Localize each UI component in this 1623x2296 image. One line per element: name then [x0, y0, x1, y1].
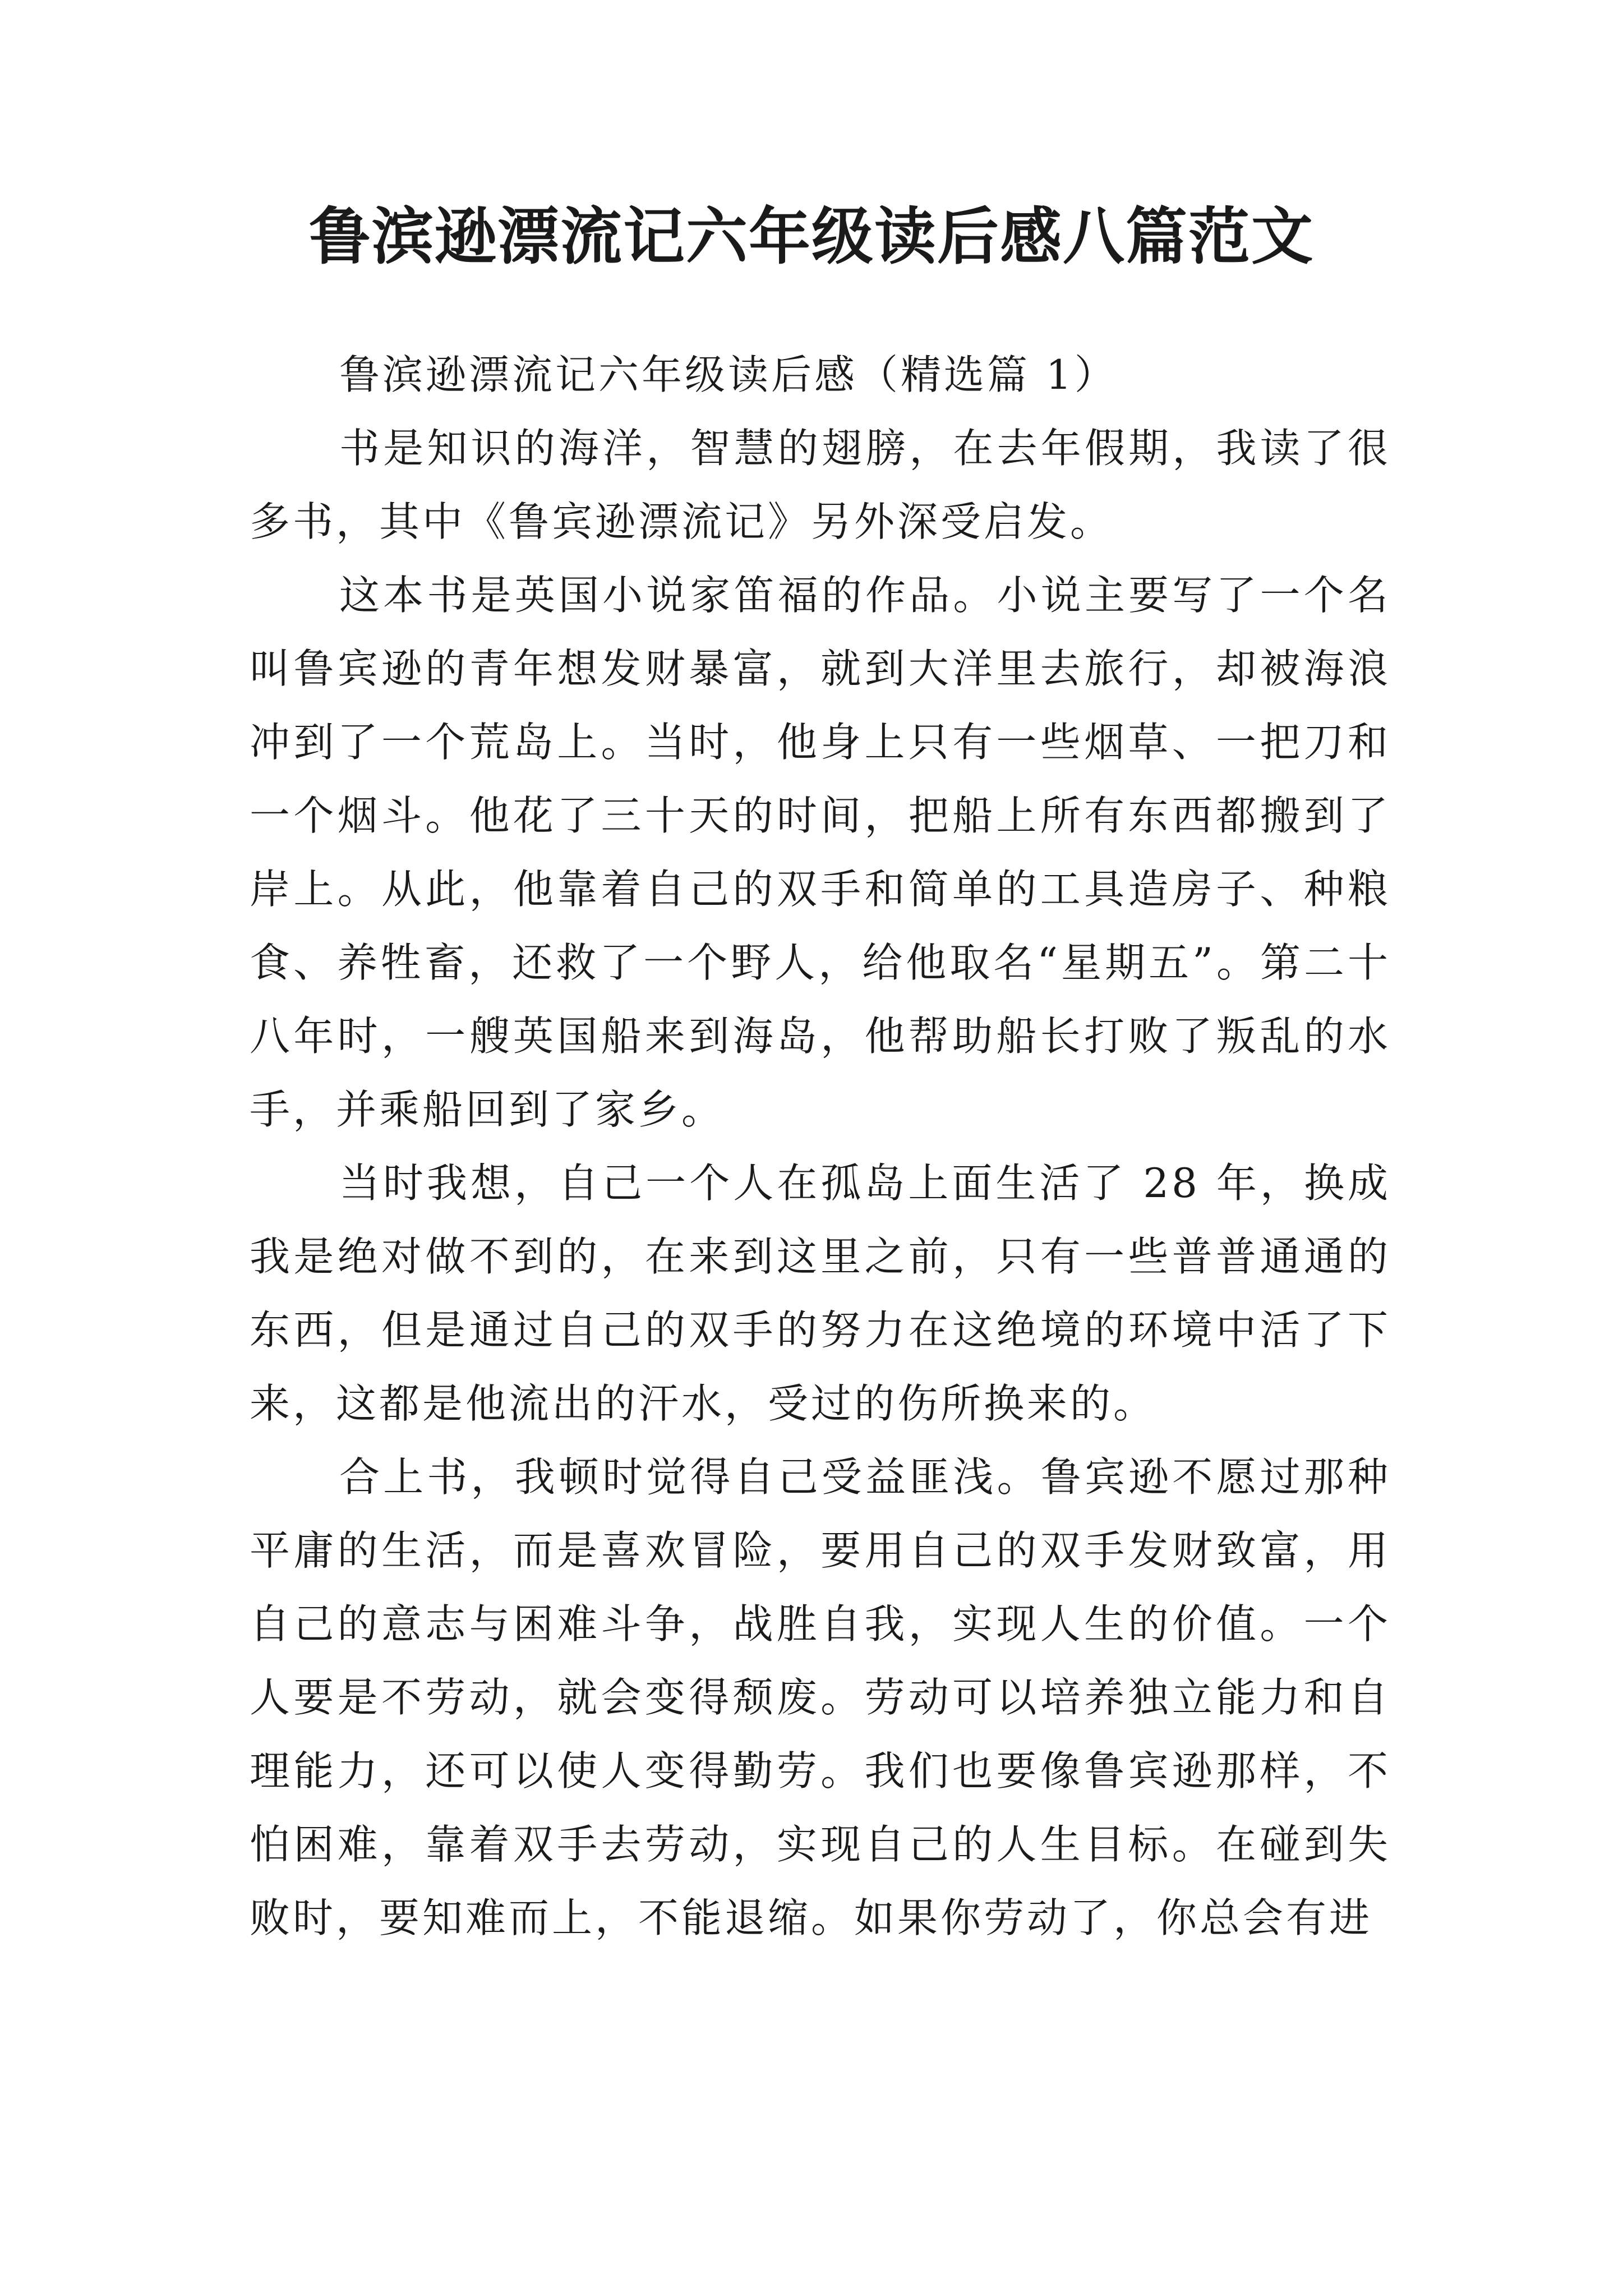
paragraph-3: 当时我想，自己一个人在孤岛上面生活了 28 年，换成我是绝对做不到的，在来到这里之前，只有一些普普通通的东西，但是通过自己的双手的努力在这绝境的环境中活了下来，这都是他流出的汗水，受过的伤所换来的。	[250, 1159, 1391, 1427]
section-heading: 鲁滨逊漂流记六年级读后感（精选篇 1）	[339, 351, 1118, 398]
paragraph-1: 书是知识的海洋，智慧的翅膀，在去年假期，我读了很多书，其中《鲁宾逊漂流记》另外深受启发。	[250, 425, 1391, 545]
document-body	[250, 338, 1391, 1955]
paragraph-2: 这本书是英国小说家笛福的作品。小说主要写了一个名叫鲁宾逊的青年想发财暴富，就到大洋里去旅行，却被海浪冲到了一个荒岛上。当时，他身上只有一些烟草、一把刀和一个烟斗。他花了三十天的时间，把船上所有东西都搬到了岸上。从此，他靠着自己的双手和简单的工具造房子、种粮食、养牲畜，还救了一个野人，给他取名“星期五”。第二十八年时，一艘英国船来到海岛，他帮助船长打败了叛乱的水手，并乘船回到了家乡。	[250, 572, 1391, 1133]
document-title: 鲁滨逊漂流记六年级读后感八篇范文	[309, 200, 1314, 273]
paragraph-4: 合上书，我顿时觉得自己受益匪浅。鲁宾逊不愿过那种平庸的生活，而是喜欢冒险，要用自己的双手发财致富，用自己的意志与困难斗争，战胜自我，实现人生的价值。一个人要是不劳动，就会变得颓废。劳动可以培养独立能力和自理能力，还可以使人变得勤劳。我们也要像鲁宾逊那样，不怕困难，靠着双手去劳动，实现自己的人生目标。在碰到失败时，要知难而上，不能退缩。如果你劳动了，你总会有进	[250, 1453, 1391, 1941]
